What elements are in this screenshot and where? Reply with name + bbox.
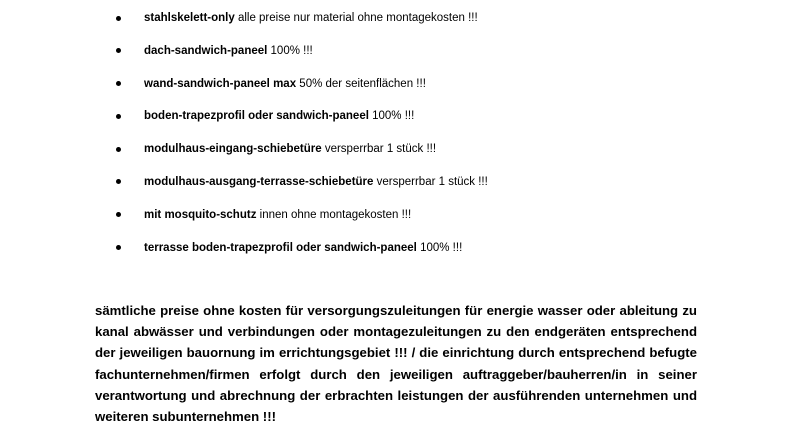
list-item-label: boden-trapezprofil oder sandwich-paneel	[144, 110, 369, 123]
list-item-note: 50% der seitenflächen !!!	[296, 77, 426, 90]
list-item-label: terrasse boden-trapezprofil oder sandwich-paneel	[144, 241, 417, 254]
list-item-label: modulhaus-eingang-schiebetüre	[144, 143, 322, 156]
list-item-text	[144, 206, 411, 224]
bullet-dot-icon	[116, 81, 121, 86]
bullet-dot-icon	[116, 114, 121, 119]
list-item-note: alle preise nur material ohne montagekosten !!!	[234, 12, 478, 24]
list-item-text	[144, 9, 478, 27]
bullet-dot-icon	[116, 245, 121, 250]
list-item-note: innen ohne montagekosten !!!	[256, 208, 412, 221]
bullet-dot-icon	[116, 212, 121, 217]
list-item-text	[144, 42, 313, 60]
list-item-note: 100% !!!	[368, 110, 415, 123]
list-item-text	[144, 140, 436, 158]
list-item-note: versperrbar 1 stück !!!	[321, 143, 437, 156]
bullet-dot-icon	[116, 48, 121, 53]
list-item-label: dach-sandwich-paneel	[144, 44, 268, 57]
list-item-label: wand-sandwich-paneel max	[144, 77, 297, 90]
list-item-text	[144, 173, 488, 191]
bullet-dot-icon	[116, 16, 121, 21]
list-item-label: stahlskelett-only	[144, 12, 235, 24]
list-item-note: versperrbar 1 stück !!!	[373, 175, 488, 188]
list-item-label: modulhaus-ausgang-terrasse-schiebetüre	[144, 175, 374, 188]
list-item-label: mit mosquito-schutz	[144, 208, 257, 221]
list-item-note: 100% !!!	[267, 44, 313, 57]
list-item-text	[144, 239, 462, 257]
bullet-dot-icon	[116, 147, 121, 152]
list-item-text	[144, 75, 426, 93]
bullet-dot-icon	[116, 179, 121, 184]
list-item-note: 100% !!!	[416, 241, 463, 254]
cost-disclaimer-paragraph: sämtliche preise ohne kosten für versorgungszuleitungen für energie wasser oder ableitung zu kanal abwässer und verbindungen oder montagezuleitungen zu den endgeräten entsprechend der jeweiligen bauornung im errichtungsgebiet !!! / die einrichtung durch entsprechend befugte fachunternehmen/firmen erfolgt durch den jeweiligen auftraggeber/bauherren/in in seiner verantwortung und abrechnung der erbrachten leistungen der ausführenden unternehmen und weiteren subunternehmen !!!	[95, 303, 697, 425]
list-item-text	[144, 107, 414, 125]
